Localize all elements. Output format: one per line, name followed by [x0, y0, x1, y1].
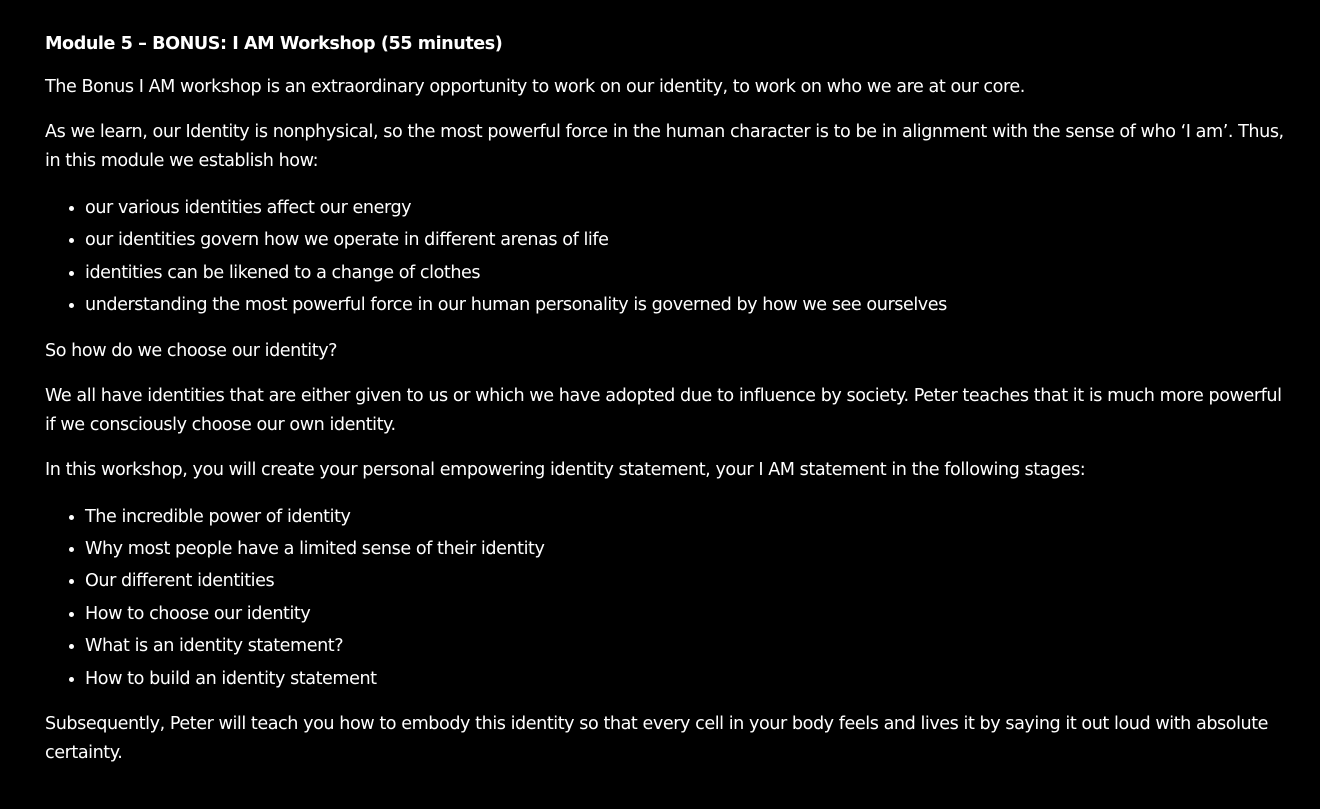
list-item: understanding the most powerful force in our human personality is governed by how we see ourselves: [85, 289, 1290, 321]
module-content: [45, 30, 1290, 784]
stages-list: [45, 501, 1290, 695]
identity-paragraph: As we learn, our Identity is nonphysical, so the most powerful force in the human character is to be in alignment with the sense of who ‘I am’. Thus, in this module we establish how:: [45, 122, 1284, 171]
list-item: What is an identity statement?: [85, 630, 1290, 662]
module-heading: Module 5 – BONUS: I AM Workshop (55 minutes): [45, 34, 503, 54]
list-item: The incredible power of identity: [85, 501, 1290, 533]
closing-paragraph: Subsequently, Peter will teach you how to embody this identity so that every cell in your body feels and lives it by saying it out loud with absolute certainty.: [45, 714, 1269, 764]
list-item: How to choose our identity: [85, 598, 1290, 630]
list-item: How to build an identity statement: [85, 663, 1290, 695]
stages-paragraph: In this workshop, you will create your personal empowering identity statement, your I AM statement in the following stages:: [45, 459, 1086, 480]
list-item: Our different identities: [85, 565, 1290, 597]
list-item: Why most people have a limited sense of their identity: [85, 533, 1290, 565]
list-item: our identities govern how we operate in different arenas of life: [85, 224, 1290, 256]
question-paragraph: So how do we choose our identity?: [45, 340, 338, 361]
intro-paragraph: The Bonus I AM workshop is an extraordinary opportunity to work on our identity, to work on who we are at our core.: [45, 77, 1025, 97]
list-item: our various identities affect our energy: [85, 192, 1290, 224]
choose-paragraph: We all have identities that are either given to us or which we have adopted due to influence by society. Peter teaches that it is much more powerful if we consciously choose our own identity.: [45, 385, 1282, 435]
list-item: identities can be likened to a change of clothes: [85, 257, 1290, 289]
establish-list: [45, 192, 1290, 322]
